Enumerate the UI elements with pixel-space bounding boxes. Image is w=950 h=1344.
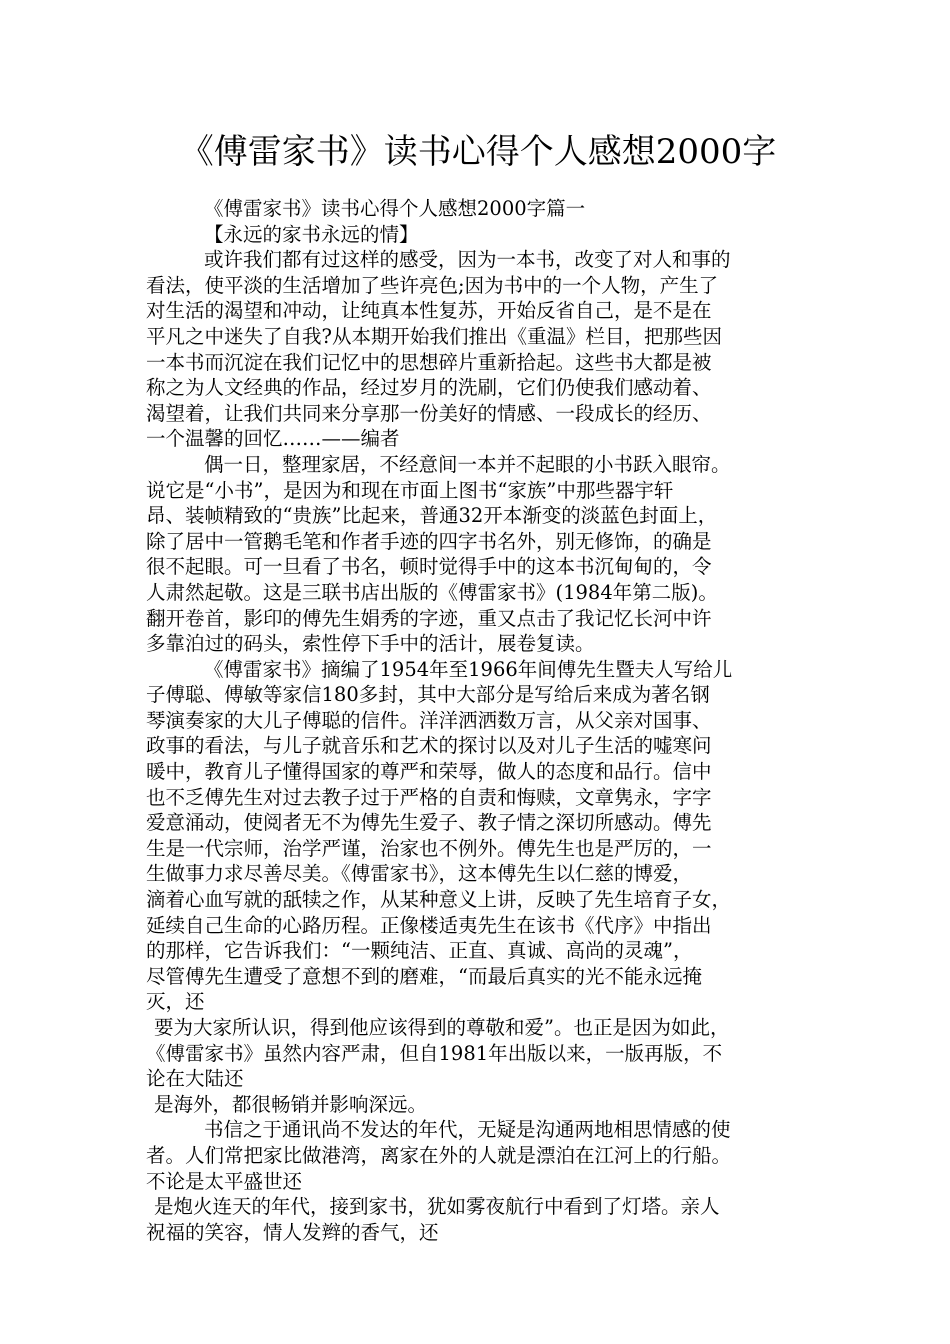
body-line: 《傅雷家书》摘编了1954年至1966年间傅先生暨夫人写给儿 bbox=[204, 657, 733, 681]
section-heading: 【永远的家书永远的情】 bbox=[204, 222, 419, 246]
body-line: 对生活的渴望和冲动，让纯真本性复苏，开始反省自己，是不是在 bbox=[146, 299, 712, 323]
body-line: 多靠泊过的码头，索性停下手中的活计，展卷复读。 bbox=[146, 632, 595, 656]
body-line: 是炮火连天的年代，接到家书，犹如雾夜航行中看到了灯塔。亲人 bbox=[154, 1195, 720, 1219]
body-line: 一本书而沉淀在我们记忆中的思想碎片重新拾起。这些书大都是被 bbox=[146, 350, 712, 374]
body-line: 看法，使平淡的生活增加了些许亮色;因为书中的一个人物，产生了 bbox=[146, 273, 719, 297]
body-line: 生是一代宗师，治学严谨，治家也不例外。傅先生也是严厉的，一 bbox=[146, 836, 712, 860]
body-line: 除了居中一管鹅毛笔和作者手迹的四字书名外，别无修饰，的确是 bbox=[146, 529, 712, 553]
body-line: 人肃然起敬。这是三联书店出版的《傅雷家书》(1984年第二版)。 bbox=[146, 580, 718, 604]
body-line: 也不乏傅先生对过去教子过于严格的自责和悔赎，文章隽永，字字 bbox=[146, 785, 712, 809]
body-line: 很不起眼。可一旦看了书名，顿时觉得手中的这本书沉甸甸的，令 bbox=[146, 555, 712, 579]
body-line: 灭，还 bbox=[146, 990, 205, 1014]
body-line: 爱意涌动，使阅者无不为傅先生爱子、教子情之深切所感动。傅先 bbox=[146, 811, 712, 835]
body-line: 尽管傅先生遭受了意想不到的磨难，“而最后真实的光不能永远掩 bbox=[146, 964, 702, 988]
body-line: 政事的看法，与儿子就音乐和艺术的探讨以及对儿子生活的嘘寒问 bbox=[146, 734, 712, 758]
document-title: 《傅雷家书》读书心得个人感想2000字 bbox=[179, 132, 777, 172]
body-line: 昂、装帧精致的“贵族”比起来，普通32开本渐变的淡蓝色封面上， bbox=[146, 504, 718, 528]
document-page bbox=[146, 128, 810, 1245]
body-line: 《傅雷家书》虽然内容严肃，但自1981年出版以来，一版再版，不 bbox=[146, 1041, 723, 1065]
body-line: 琴演奏家的大儿子傅聪的信件。洋洋洒洒数万言，从父亲对国事、 bbox=[146, 708, 712, 732]
body-line: 渴望着，让我们共同来分享那一份美好的情感、一段成长的经历、 bbox=[146, 401, 712, 425]
body-line: 者。人们常把家比做港湾，离家在外的人就是漂泊在江河上的行船。 bbox=[146, 1143, 732, 1167]
body-line: 暖中，教育儿子懂得国家的尊严和荣辱，做人的态度和品行。信中 bbox=[146, 760, 712, 784]
body-lines bbox=[146, 247, 810, 1245]
body-line: 的那样，它告诉我们：“一颗纯洁、正直、真诚、高尚的灵魂”， bbox=[146, 939, 693, 963]
body-line: 一个温馨的回忆……——编者 bbox=[146, 427, 400, 451]
body-line: 滴着心血写就的舐犊之作，从某种意义上讲，反映了先生培育子女， bbox=[146, 888, 732, 912]
body-line: 是海外，都很畅销并影响深远。 bbox=[154, 1092, 428, 1116]
body-line: 说它是“小书”，是因为和现在市面上图书“家族”中那些器宇轩 bbox=[146, 478, 674, 502]
body-line: 翻开卷首，影印的傅先生娟秀的字迹，重又点击了我记忆长河中许 bbox=[146, 606, 712, 630]
document-body bbox=[146, 196, 810, 1245]
body-line: 或许我们都有过这样的感受，因为一本书，改变了对人和事的 bbox=[204, 248, 731, 272]
body-line: 不论是太平盛世还 bbox=[146, 1169, 303, 1193]
body-line: 论在大陆还 bbox=[146, 1067, 244, 1091]
body-line: 称之为人文经典的作品，经过岁月的洗刷，它们仍使我们感动着、 bbox=[146, 376, 712, 400]
article-subtitle: 《傅雷家书》读书心得个人感想2000字篇一 bbox=[204, 197, 586, 220]
body-line: 子傅聪、傅敏等家信180多封，其中大部分是写给后来成为著名钢 bbox=[146, 683, 710, 707]
body-line: 延续自己生命的心路历程。正像楼适夷先生在该书《代序》中指出 bbox=[146, 913, 712, 937]
body-line: 书信之于通讯尚不发达的年代，无疑是沟通两地相思情感的使 bbox=[204, 1118, 731, 1142]
body-line: 平凡之中迷失了自我?从本期开始我们推出《重温》栏目，把那些因 bbox=[146, 324, 722, 348]
body-line: 生做事力求尽善尽美。《傅雷家书》，这本傅先生以仁慈的博爱， bbox=[146, 862, 693, 886]
body-line: 祝福的笑容，情人发辫的香气，还 bbox=[146, 1220, 439, 1244]
body-line: 偶一日，整理家居，不经意间一本并不起眼的小书跃入眼帘。 bbox=[204, 452, 731, 476]
body-line: 要为大家所认识，得到他应该得到的尊敬和爱”。也正是因为如此， bbox=[154, 1016, 730, 1039]
